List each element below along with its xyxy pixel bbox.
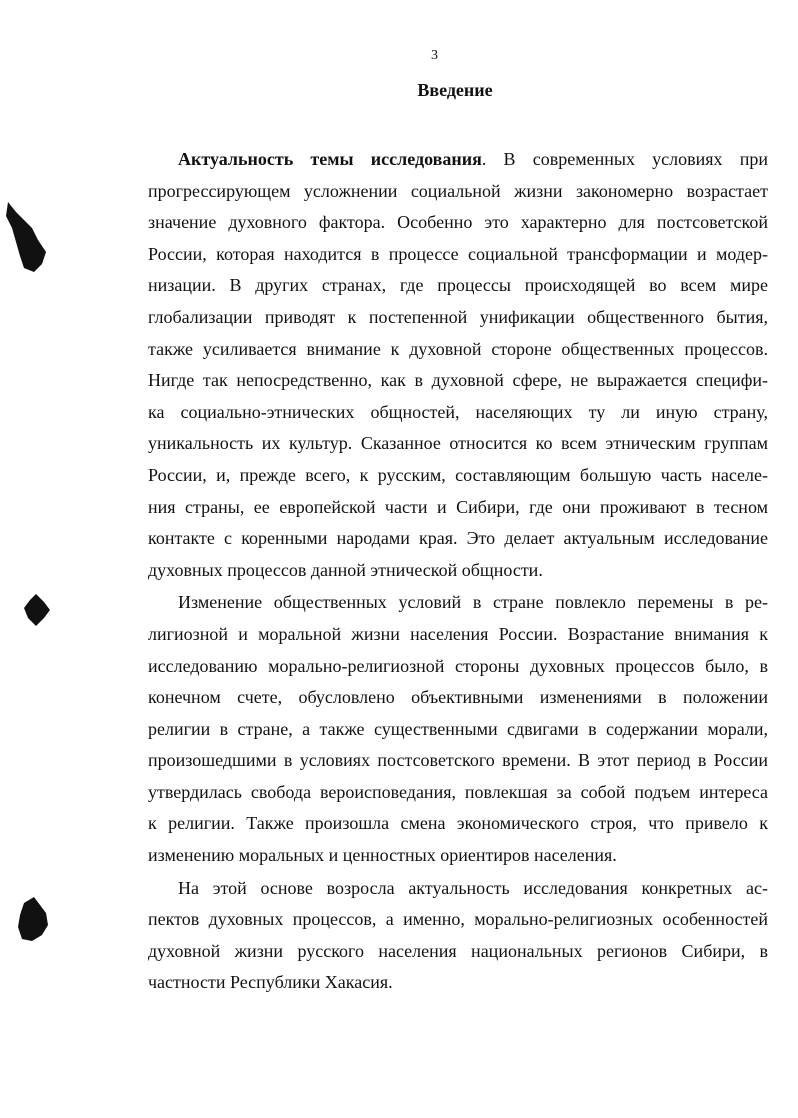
body-text bbox=[148, 144, 768, 999]
ink-blot bbox=[2, 198, 52, 278]
text-line: к религии. Также произошла смена экономического строя, что привело к bbox=[148, 813, 768, 834]
text-line: На этой основе возросла актуальность исследования конкретных ас- bbox=[178, 877, 768, 898]
paragraph-1 bbox=[148, 144, 768, 586]
text-line: глобализации приводят к постепенной унификации общественного бытия, bbox=[148, 306, 768, 327]
text-line: частности Республики Хакасия. bbox=[148, 972, 393, 993]
lead-phrase: Актуальность темы исследования bbox=[178, 149, 482, 169]
text-line: религии в стране, а также существенными сдвигами в содержании морали, bbox=[148, 718, 768, 739]
text-line: ка социально-этнических общностей, населяющих ту ли иную страну, bbox=[148, 401, 768, 422]
text-line: низации. В других странах, где процессы происходящей во всем мире bbox=[148, 275, 768, 296]
text-line: произошедшими в условиях постсоветского времени. В этот период в России bbox=[148, 750, 768, 771]
section-title: Введение bbox=[417, 80, 493, 100]
text-line: России, которая находится в процессе социальной трансформации и модер- bbox=[148, 243, 768, 264]
text-line: утвердилась свобода вероисповедания, повлекшая за собой подъем интереса bbox=[148, 781, 768, 802]
text-line: контакте с коренными народами края. Это делает актуальным исследование bbox=[148, 528, 768, 549]
text-line: России, и, прежде всего, к русским, составляющим большую часть населе- bbox=[148, 464, 768, 485]
text-line: духовной жизни русского населения национальных регионов Сибири, в bbox=[148, 940, 768, 961]
text-line: Изменение общественных условий в стране повлекло перемены в ре- bbox=[178, 592, 768, 613]
text-line: исследованию морально-религиозной стороны духовных процессов было, в bbox=[148, 655, 768, 676]
paragraph-3 bbox=[148, 873, 768, 999]
text-line bbox=[148, 144, 768, 176]
text-line: уникальность их культур. Сказанное относится ко всем этническим группам bbox=[148, 433, 768, 454]
text-line: также усиливается внимание к духовной стороне общественных процессов. bbox=[148, 338, 768, 359]
paragraph-2 bbox=[148, 587, 768, 871]
text-line: прогрессирующем усложнении социальной жизни закономерно возрастает bbox=[148, 180, 768, 201]
text-line: пектов духовных процессов, а именно, морально-религиозных особенностей bbox=[148, 909, 768, 930]
text-line: изменению моральных и ценностных ориентиров населения. bbox=[148, 845, 617, 866]
page-number: 3 bbox=[431, 48, 438, 63]
text-span: . В современных условиях при bbox=[481, 149, 769, 169]
text-line: ния страны, ее европейской части и Сибири, где они проживают в тесном bbox=[148, 496, 768, 517]
text-line: духовных процессов данной этнической общности. bbox=[148, 559, 543, 580]
text-line: лигиозной и моральной жизни населения России. Возрастание внимания к bbox=[148, 623, 768, 644]
text-line: конечном счете, обусловлено объективными изменениями в положении bbox=[148, 687, 768, 708]
text-line: значение духовного фактора. Особенно это характерно для постсоветской bbox=[148, 212, 768, 233]
ink-blot bbox=[14, 895, 54, 945]
ink-blot bbox=[22, 592, 52, 628]
text-line: Нигде так непосредственно, как в духовной сфере, не выражается специфи- bbox=[148, 370, 768, 391]
